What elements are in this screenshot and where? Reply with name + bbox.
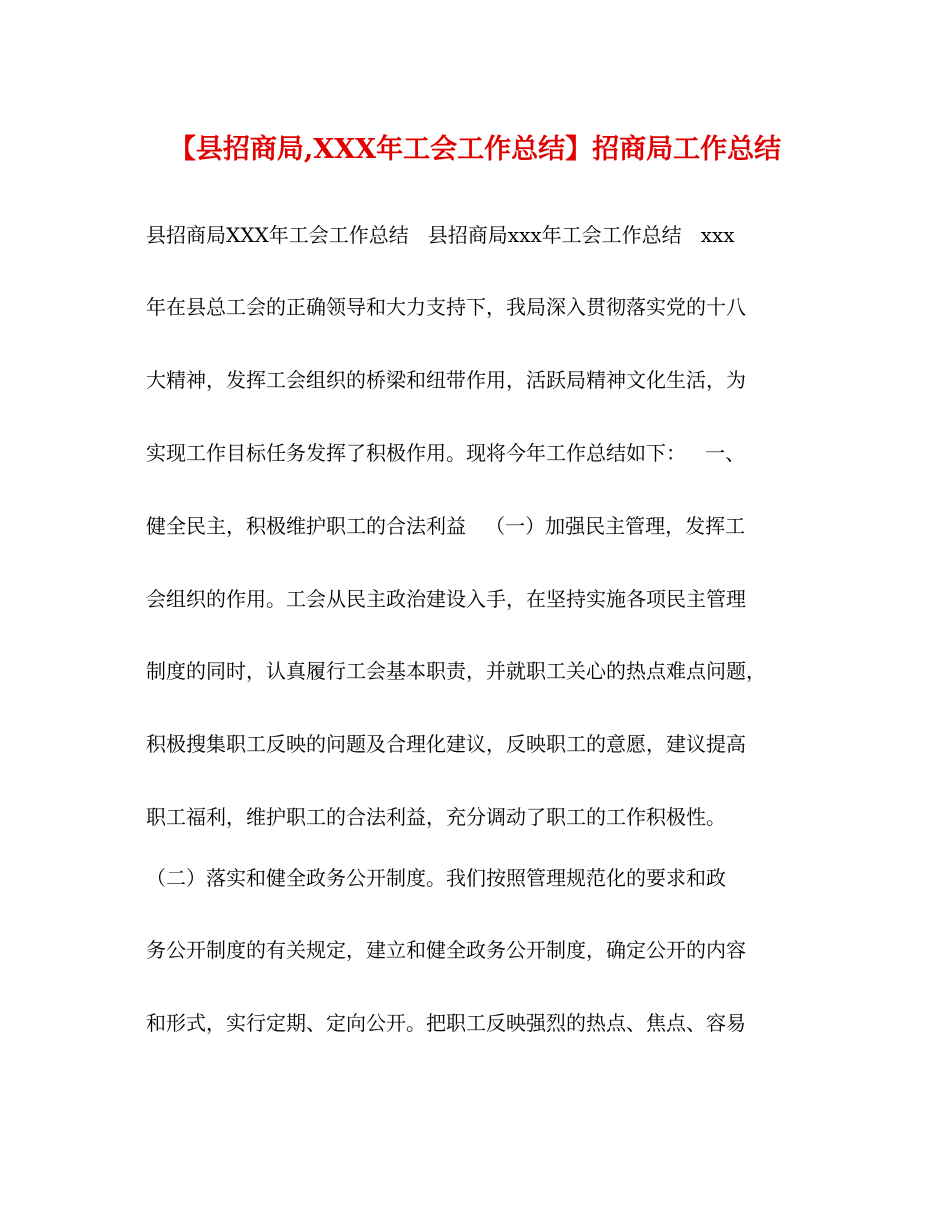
body-line: 实现工作目标任务发挥了积极作用。现将今年工作总结如下： 一、 xyxy=(146,441,746,465)
document-title: 【县招商局,XXX年工会工作总结】招商局工作总结 xyxy=(168,134,782,165)
body-line: 会组织的作用。工会从民主政治建设入手，在坚持实施各项民主管理 xyxy=(146,587,746,611)
body-line: 积极搜集职工反映的问题及合理化建议，反映职工的意愿，建议提高 xyxy=(146,732,746,756)
body-line: 健全民主，积极维护职工的合法利益 （一）加强民主管理，发挥工 xyxy=(146,514,746,538)
body-line: 职工福利，维护职工的合法利益，充分调动了职工的工作积极性。 xyxy=(146,805,726,829)
body-line: 制度的同时，认真履行工会基本职责，并就职工关心的热点难点问题， xyxy=(146,659,766,683)
body-line: 县招商局XXX年工会工作总结 县招商局xxx年工会工作总结 xxx xyxy=(146,223,735,247)
body-line: 和形式，实行定期、定向公开。把职工反映强烈的热点、焦点、容易 xyxy=(146,1011,746,1035)
body-line: （二）落实和健全政务公开制度。我们按照管理规范化的要求和政 xyxy=(146,866,726,890)
body-line: 务公开制度的有关规定，建立和健全政务公开制度，确定公开的内容 xyxy=(146,938,746,962)
body-line: 年在县总工会的正确领导和大力支持下，我局深入贯彻落实党的十八 xyxy=(146,295,746,319)
body-line: 大精神，发挥工会组织的桥梁和纽带作用，活跃局精神文化生活，为 xyxy=(146,368,746,392)
